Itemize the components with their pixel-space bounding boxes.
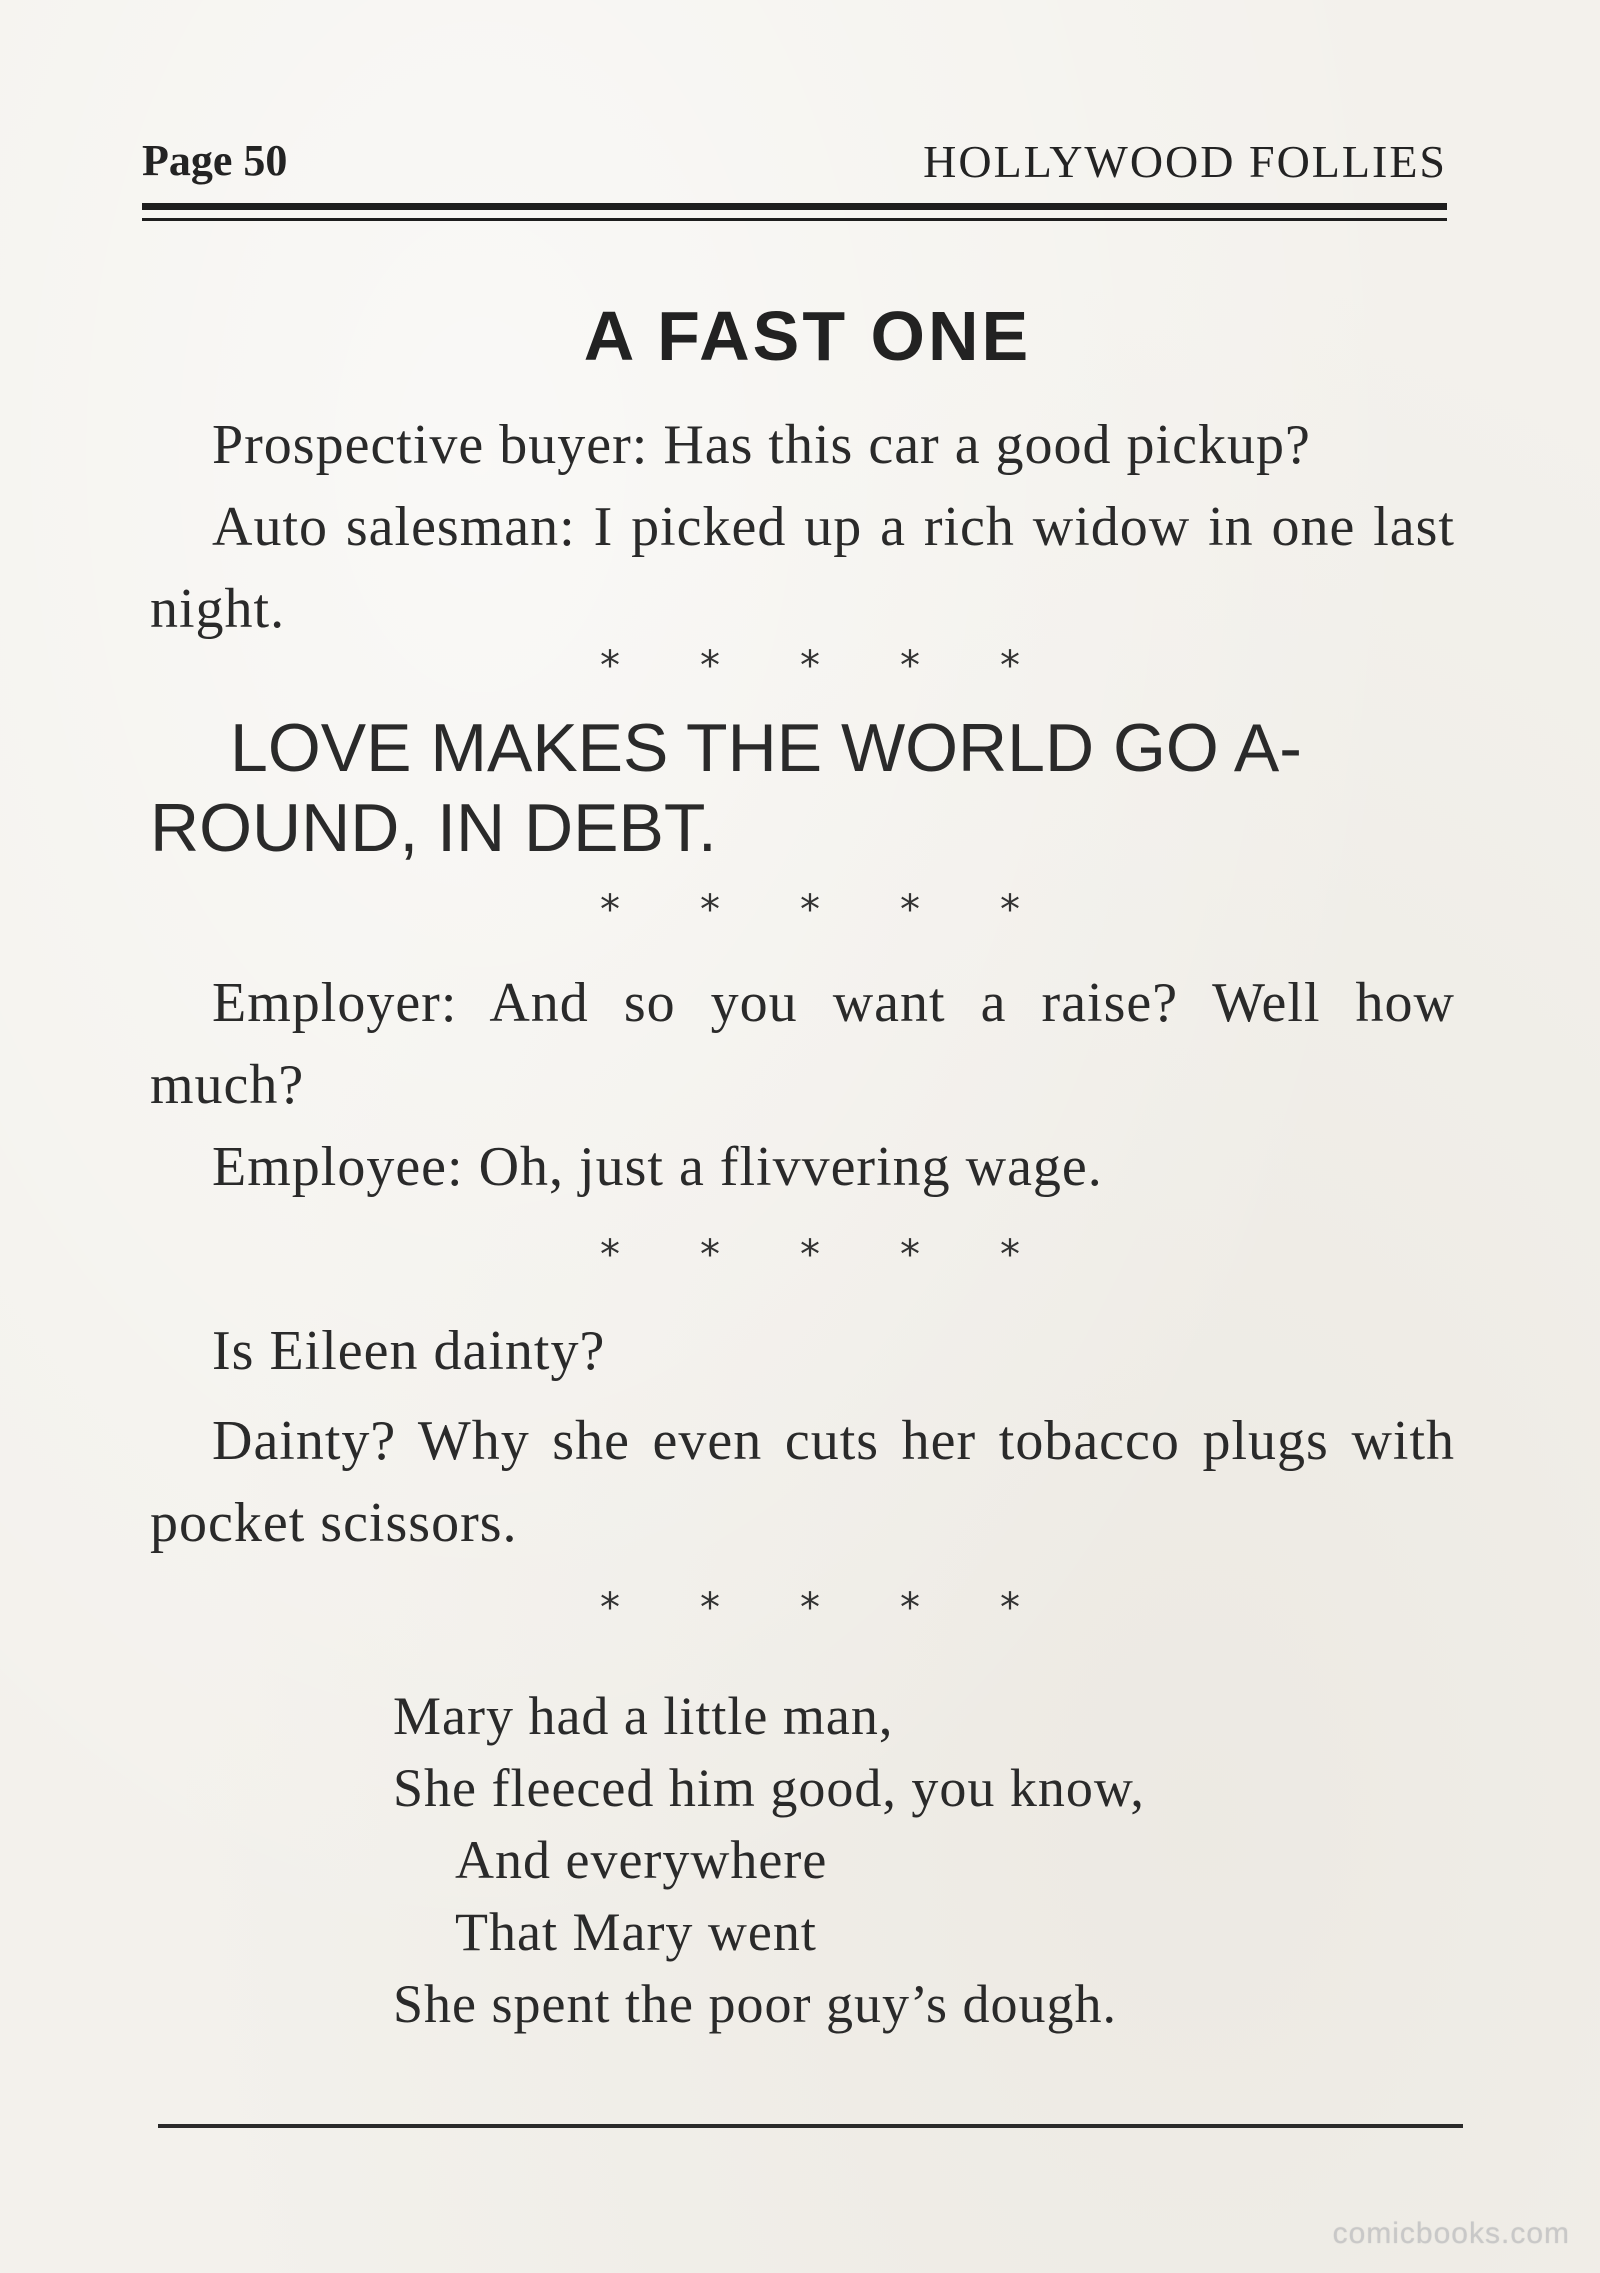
separator-star: * (700, 1232, 720, 1278)
joke-2-line-1 (150, 962, 1455, 1126)
separator-star: * (1000, 1585, 1020, 1631)
separator-stars (600, 1232, 1020, 1278)
joke-3-line-2-text: Dainty? Why she even cuts her tobacco plugs with pocket scissors. (150, 1410, 1455, 1554)
poem-line: Mary had a little man, (393, 1686, 894, 1746)
separator-star: * (700, 643, 720, 689)
joke-3-line-1-text: Is Eileen dainty? (212, 1320, 606, 1382)
separator-star: * (600, 1232, 620, 1278)
joke-2-line-2-text: Employee: Oh, just a flivvering wage. (212, 1136, 1103, 1198)
separator-star: * (700, 887, 720, 933)
joke-1-line-2-text: Auto salesman: I picked up a rich widow in one last night. (150, 496, 1455, 640)
separator-star: * (800, 887, 820, 933)
page-header (142, 135, 1447, 185)
page-number: Page 50 (142, 136, 288, 185)
slogan (150, 708, 1455, 868)
separator-star: * (700, 1585, 720, 1631)
separator-star: * (800, 643, 820, 689)
joke-1-line-1 (150, 404, 1455, 486)
slogan-line-2: ROUND, IN DEBT. (150, 790, 717, 866)
poem-line: And everywhere (455, 1830, 828, 1890)
joke-2-line-1-text: Employer: And so you want a raise? Well how much? (150, 972, 1455, 1116)
joke-1-line-2 (150, 486, 1455, 650)
separator-star: * (900, 887, 920, 933)
header-rule-thick (142, 203, 1447, 210)
separator-star: * (600, 887, 620, 933)
separator-stars (600, 887, 1020, 933)
poem-line: That Mary went (455, 1902, 817, 1962)
separator-star: * (900, 643, 920, 689)
joke-3-line-2 (150, 1400, 1455, 1564)
separator-star: * (600, 643, 620, 689)
separator-star: * (1000, 887, 1020, 933)
poem (393, 1680, 1145, 2040)
joke-3-line-1 (150, 1310, 1455, 1392)
joke-2-line-2 (150, 1126, 1455, 1208)
separator-star: * (600, 1585, 620, 1631)
separator-star: * (900, 1585, 920, 1631)
article-title: A FAST ONE (583, 297, 1032, 375)
slogan-line-1: LOVE MAKES THE WORLD GO A- (230, 710, 1302, 786)
poem-line: She spent the poor guy’s dough. (393, 1974, 1117, 2034)
watermark: comicbooks.com (1332, 2217, 1570, 2250)
footer-rule (158, 2124, 1463, 2128)
separator-star: * (800, 1232, 820, 1278)
header-rule-thin (142, 218, 1447, 221)
separator-star: * (1000, 643, 1020, 689)
poem-line: She fleeced him good, you know, (393, 1758, 1145, 1818)
separator-stars (600, 1585, 1020, 1631)
separator-stars (600, 643, 1020, 689)
separator-star: * (1000, 1232, 1020, 1278)
separator-star: * (800, 1585, 820, 1631)
separator-star: * (900, 1232, 920, 1278)
running-title: HOLLYWOOD FOLLIES (923, 136, 1447, 187)
joke-1-line-1-text: Prospective buyer: Has this car a good pickup? (212, 414, 1311, 476)
